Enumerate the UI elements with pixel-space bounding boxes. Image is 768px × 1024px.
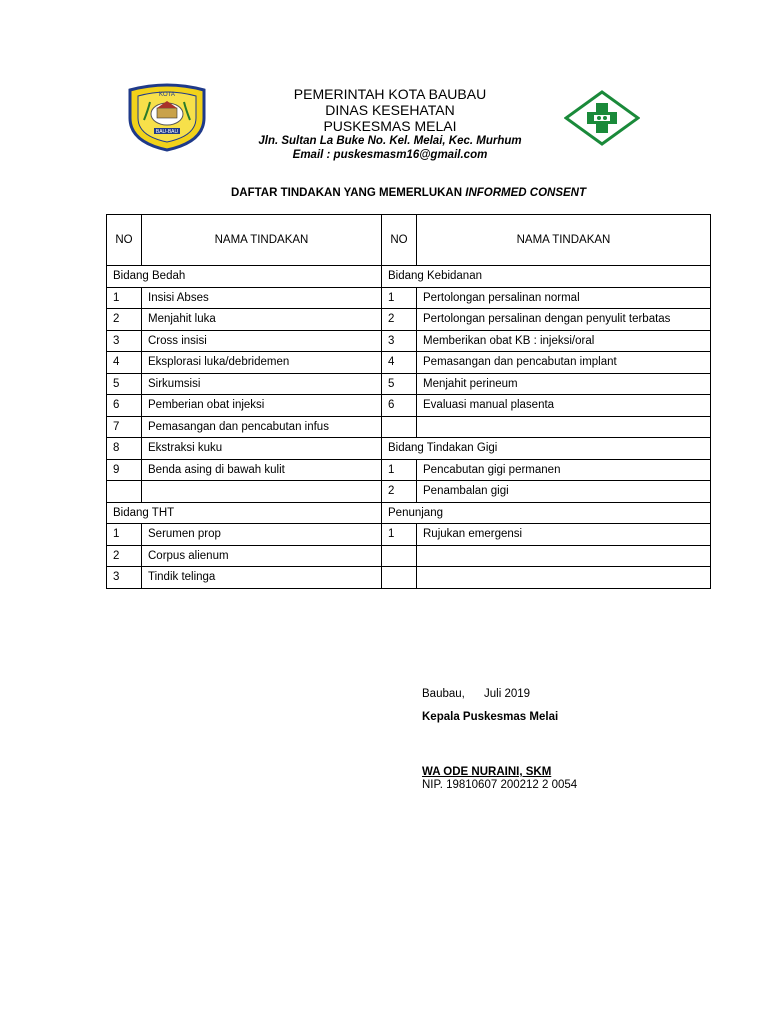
table-row (107, 438, 711, 460)
letterhead-office: DINAS KESEHATAN (325, 102, 455, 118)
row-name-left: Cross insisi (142, 330, 382, 352)
row-no-right: 4 (382, 352, 417, 374)
row-name-left: Sirkumsisi (142, 373, 382, 395)
row-no-right: 2 (382, 309, 417, 331)
row-name-right: Memberikan obat KB : injeksi/oral (417, 330, 711, 352)
row-name-right: Pemasangan dan pencabutan implant (417, 352, 711, 374)
row-name-right: Pertolongan persalinan normal (417, 287, 711, 309)
row-no-right: 6 (382, 395, 417, 417)
row-no-right: 3 (382, 330, 417, 352)
letterhead (210, 86, 570, 162)
row-no-left: 2 (107, 309, 142, 331)
signature-role: Kepala Puskesmas Melai (422, 711, 559, 723)
section-label-right: Bidang Tindakan Gigi (382, 438, 711, 460)
table-section-row (107, 502, 711, 524)
table-row (107, 330, 711, 352)
row-name-right: Pertolongan persalinan dengan penyulit terbatas (417, 309, 711, 331)
row-name-right (417, 567, 711, 589)
row-no-left: 5 (107, 373, 142, 395)
header-no-right: NO (382, 215, 417, 266)
document-title-main: DAFTAR TINDAKAN YANG MEMERLUKAN (230, 187, 466, 199)
row-name-right: Menjahit perineum (417, 373, 711, 395)
row-no-left: 8 (107, 438, 142, 460)
row-no-right (382, 416, 417, 438)
document-title (106, 187, 711, 199)
table-row (107, 481, 711, 503)
crest-top-text: KOTA (159, 92, 175, 98)
signature-nip: NIP. 19810607 200212 2 0054 (422, 779, 578, 791)
table-header-row (107, 215, 711, 266)
section-label-left: Bidang THT (107, 502, 382, 524)
row-no-left (107, 481, 142, 503)
row-no-left: 6 (107, 395, 142, 417)
row-no-right (382, 567, 417, 589)
row-no-left: 2 (107, 545, 142, 567)
document-title-italic: INFORMED CONSENT (465, 187, 586, 199)
letterhead-government: PEMERINTAH KOTA BAUBAU (293, 86, 487, 102)
row-no-left: 7 (107, 416, 142, 438)
table-row (107, 459, 711, 481)
header-name-right: NAMA TINDAKAN (417, 215, 711, 266)
row-no-left: 3 (107, 567, 142, 589)
row-no-left: 1 (107, 524, 142, 546)
row-no-right: 1 (382, 287, 417, 309)
table-row (107, 373, 711, 395)
row-name-left (142, 481, 382, 503)
row-name-left: Corpus alienum (142, 545, 382, 567)
row-name-left: Serumen prop (142, 524, 382, 546)
section-label-right: Penunjang (382, 502, 711, 524)
row-name-right (417, 545, 711, 567)
section-label-left: Bidang Bedah (107, 266, 382, 288)
procedures-table (106, 214, 711, 589)
signature-name: WA ODE NURAINI, SKM (422, 766, 552, 778)
table-row (107, 309, 711, 331)
row-name-left: Menjahit luka (142, 309, 382, 331)
signature-block (422, 688, 577, 791)
row-name-left: Pemasangan dan pencabutan infus (142, 416, 382, 438)
row-name-right: Pencabutan gigi permanen (417, 459, 711, 481)
row-name-left: Pemberian obat injeksi (142, 395, 382, 417)
row-name-left: Benda asing di bawah kulit (142, 459, 382, 481)
table-row (107, 352, 711, 374)
row-no-right: 2 (382, 481, 417, 503)
signature-place-date: Baubau, Juli 2019 (422, 688, 531, 700)
table-row (107, 567, 711, 589)
row-no-right: 1 (382, 524, 417, 546)
letterhead-email: Email : puskesmasm16@gmail.com (292, 149, 488, 161)
row-no-right (382, 545, 417, 567)
row-name-left: Eksplorasi luka/debridemen (142, 352, 382, 374)
row-no-left: 4 (107, 352, 142, 374)
table-section-row (107, 266, 711, 288)
row-no-left: 3 (107, 330, 142, 352)
table-row (107, 287, 711, 309)
row-name-right: Evaluasi manual plasenta (417, 395, 711, 417)
letterhead-address: Jln. Sultan La Buke No. Kel. Melai, Kec. Murhum (258, 135, 522, 147)
row-name-left: Tindik telinga (142, 567, 382, 589)
row-no-left: 9 (107, 459, 142, 481)
table-row (107, 545, 711, 567)
table-row (107, 416, 711, 438)
row-name-right: Penambalan gigi (417, 481, 711, 503)
crest-bottom-text: BAU-BAU (155, 129, 179, 135)
header-no-left: NO (107, 215, 142, 266)
section-label-right: Bidang Kebidanan (382, 266, 711, 288)
letterhead-puskesmas: PUSKESMAS MELAI (323, 118, 457, 134)
row-name-left: Insisi Abses (142, 287, 382, 309)
table-row (107, 524, 711, 546)
row-no-right: 5 (382, 373, 417, 395)
row-name-left: Ekstraksi kuku (142, 438, 382, 460)
table-row (107, 395, 711, 417)
row-no-right: 1 (382, 459, 417, 481)
row-name-right: Rujukan emergensi (417, 524, 711, 546)
row-no-left: 1 (107, 287, 142, 309)
row-name-right (417, 416, 711, 438)
kota-baubau-crest-icon (124, 80, 210, 152)
puskesmas-cross-icon (564, 90, 640, 146)
header-name-left: NAMA TINDAKAN (142, 215, 382, 266)
